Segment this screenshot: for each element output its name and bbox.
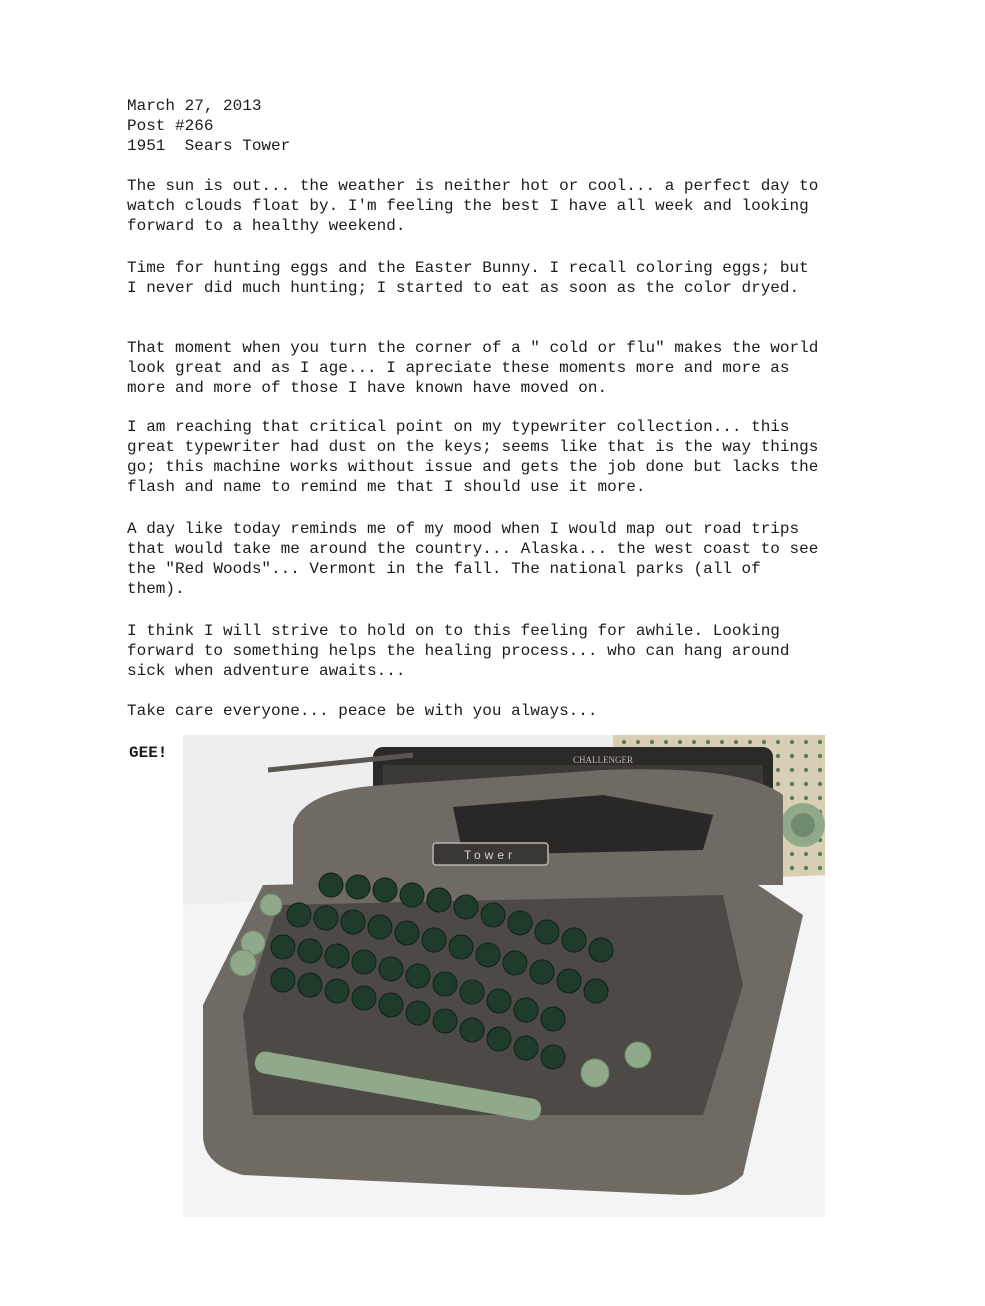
brand-plate-text: Tower <box>463 848 517 862</box>
letter-subject: 1951 Sears Tower <box>127 137 291 155</box>
post-number: Post #266 <box>127 117 214 135</box>
typewriter-illustration <box>183 735 825 1217</box>
typewriter-photo <box>183 735 825 1217</box>
paragraph-1: The sun is out... the weather is neither hot or cool... a perfect day to watch clouds float by. I'm feeling the best I have all week and looking forward to a healthy weekend. <box>127 177 819 235</box>
model-label: CHALLENGER <box>573 755 633 765</box>
paragraph-5: A day like today reminds me of my mood when I would map out road trips that would take me around the country... Alaska... the west coast to see the "Red Woods"... Vermont in the fall. The national parks (all of them). <box>127 520 819 598</box>
paragraph-6: I think I will strive to hold on to this feeling for awhile. Looking forward to something helps the healing process... who can hang around sick when adventure awaits... <box>127 622 790 680</box>
paragraph-7: Take care everyone... peace be with you always... <box>127 702 598 720</box>
paragraph-2: Time for hunting eggs and the Easter Bunny. I recall coloring eggs; but I never did much hunting; I started to eat as soon as the color dryed. <box>127 259 809 297</box>
paragraph-4: I am reaching that critical point on my typewriter collection... this great typewriter had dust on the keys; seems like that is the way things go; this machine works without issue and gets the job done but lacks the flash and name to remind me that I should use it more. <box>127 418 819 496</box>
letter-date: March 27, 2013 <box>127 97 262 115</box>
letter-header <box>127 96 290 156</box>
paragraph-3: That moment when you turn the corner of a " cold or flu" makes the world look great and as I age... I apreciate these moments more and more as more and more of those I have known have moved on. <box>127 339 819 397</box>
signature: GEE! <box>129 744 168 762</box>
